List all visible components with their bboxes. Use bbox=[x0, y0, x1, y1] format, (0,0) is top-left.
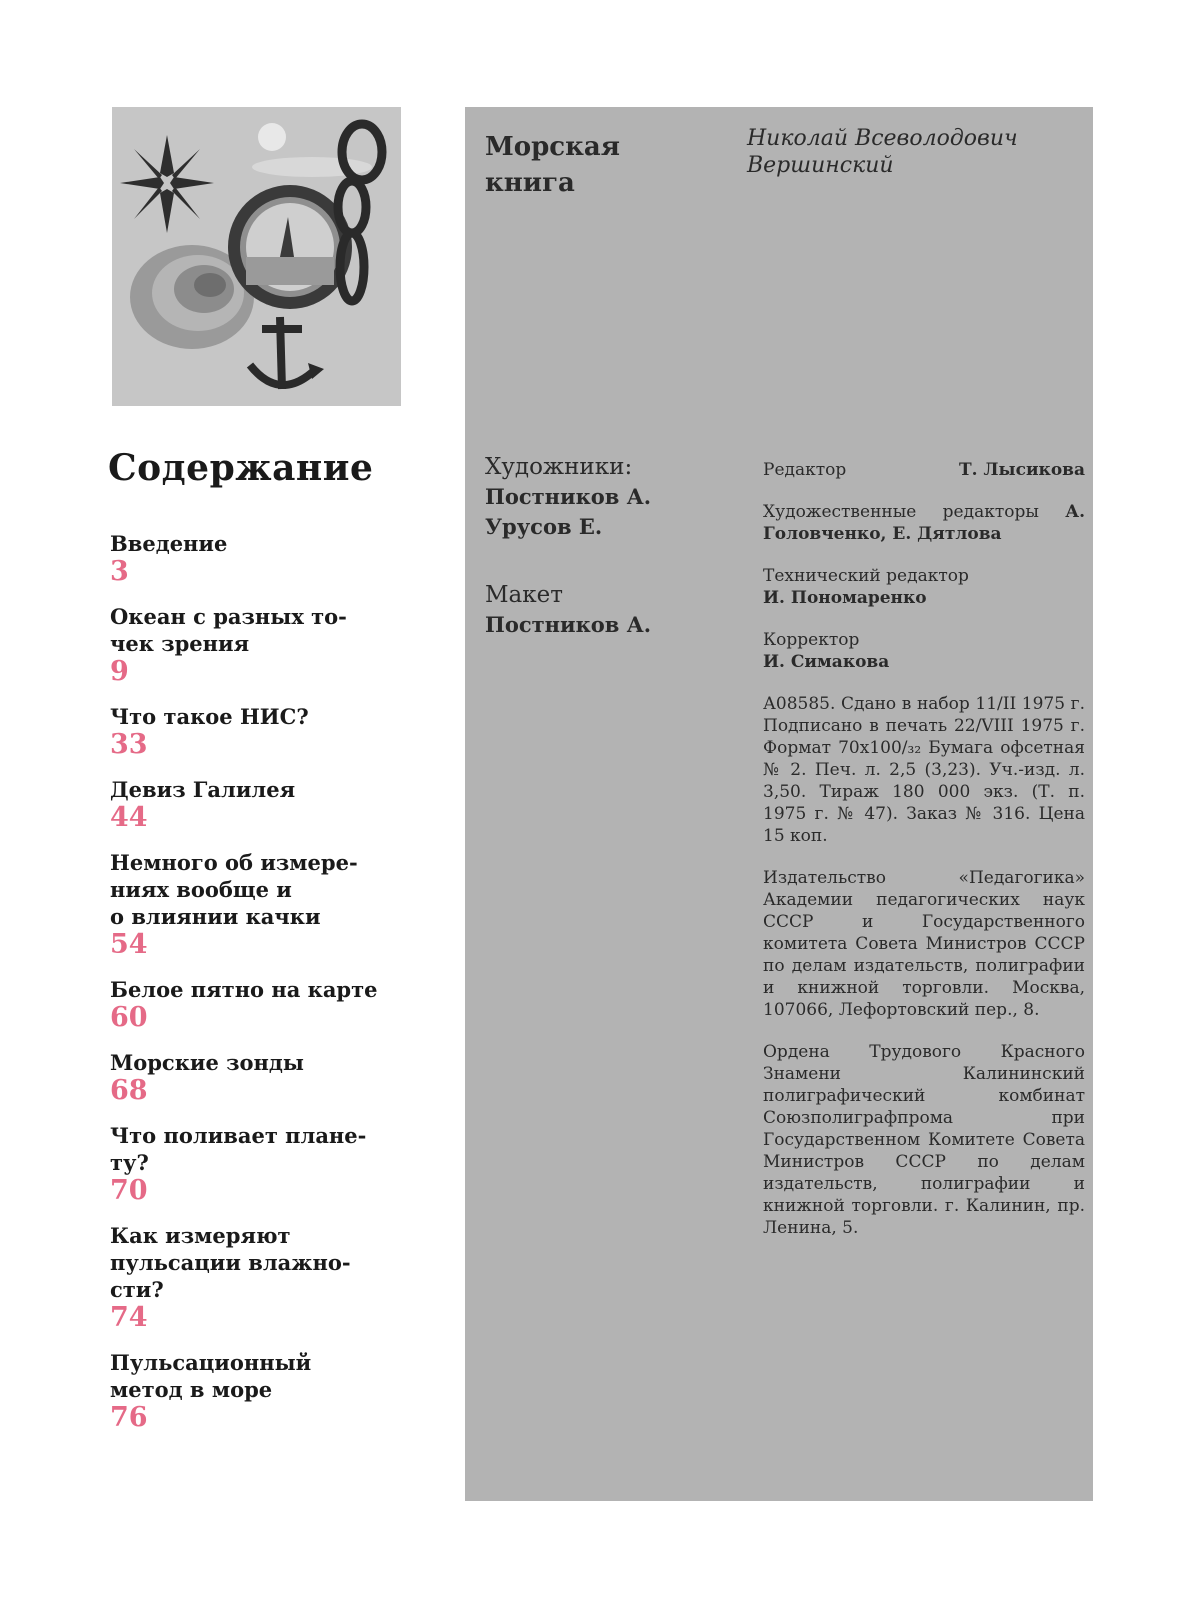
toc-entry-page-number: 54 bbox=[110, 929, 148, 960]
toc-entry-title: Введение bbox=[110, 531, 228, 556]
toc-entry bbox=[110, 1122, 430, 1206]
toc-entry-title: Морские зонды bbox=[110, 1050, 304, 1075]
printer-info: Ордена Трудового Красного Знамени Калининский полиграфический комбинат Союзполиграфпрома при Государственном Комитете Совета Министров СССР по делам издательств, полиграфии и книжной торговли. г. Калинин, пр. Ленина, 5. bbox=[763, 1042, 1085, 1238]
cover-illustration bbox=[112, 107, 401, 406]
artists-label: Художники: bbox=[485, 454, 633, 480]
toc-entry bbox=[110, 976, 430, 1033]
artists-names: Постников А. Урусов Е. bbox=[485, 484, 652, 539]
toc-entry-title: Пульсационный метод в море bbox=[110, 1350, 312, 1402]
toc-entry-title: Белое пятно на карте bbox=[110, 977, 378, 1002]
toc-entry-title: Океан с разных то- чек зрения bbox=[110, 604, 347, 656]
layout-label: Макет bbox=[485, 582, 563, 608]
toc-entry-title: Что такое НИС? bbox=[110, 704, 309, 729]
toc-entry-page-number: 70 bbox=[110, 1175, 148, 1206]
toc-entry-page-number: 33 bbox=[110, 729, 148, 760]
toc-entry bbox=[110, 530, 430, 587]
proofreader-label: Корректор bbox=[763, 630, 860, 650]
series-title: Морская книга bbox=[485, 132, 620, 198]
toc-entry-page-number: 3 bbox=[110, 556, 129, 587]
toc-entry bbox=[110, 1222, 430, 1333]
toc-entry-page-number: 9 bbox=[110, 656, 129, 687]
toc-entry-page-number: 76 bbox=[110, 1402, 148, 1433]
toc-entry bbox=[110, 1049, 430, 1106]
toc-entry-title: Что поливает плане- ту? bbox=[110, 1123, 367, 1175]
proofreader-name: И. Симакова bbox=[763, 652, 890, 672]
toc-entry-page-number: 44 bbox=[110, 802, 148, 833]
editor-label: Редактор bbox=[763, 460, 847, 480]
colophon-panel bbox=[465, 107, 1093, 1501]
tech-editor-label: Технический редактор bbox=[763, 566, 969, 586]
toc-entry bbox=[110, 1349, 430, 1433]
art-editors-label: Художественные редакторы bbox=[763, 502, 1039, 522]
nautical-emblem-image bbox=[112, 107, 401, 406]
editor-name: Т. Лысикова bbox=[959, 460, 1085, 480]
toc-entry-page-number: 68 bbox=[110, 1075, 148, 1106]
toc-entry bbox=[110, 703, 430, 760]
print-info: А08585. Сдано в набор 11/II 1975 г. Подписано в печать 22/VIII 1975 г. Формат 70х100/₃₂ Бумага офсетная № 2. Печ. л. 2,5 (3,23). Уч.-изд. л. 3,50. Тираж 180 000 экз. (Т. п. 1975 г. № 47). Заказ № 316. Цена 15 коп. bbox=[763, 694, 1085, 846]
porthole-icon bbox=[228, 185, 352, 309]
credits-right bbox=[763, 459, 1085, 1259]
credits-left bbox=[485, 452, 725, 640]
toc-entry bbox=[110, 776, 430, 833]
tech-editor-name: И. Пономаренко bbox=[763, 588, 927, 608]
author-name: Николай Всеволодович Вершинский bbox=[747, 126, 1018, 178]
toc-entry bbox=[110, 603, 430, 687]
publisher-info: Издательство «Педагогика» Академии педагогических наук СССР и Государственного комитета Совета Министров СССР по делам издательств, полиграфии и книжной торговли. Москва, 107066, Лефортовский пер., 8. bbox=[763, 868, 1085, 1020]
toc-heading: Содержание bbox=[108, 447, 374, 489]
toc-entry bbox=[110, 849, 430, 960]
toc-entry-title: Девиз Галилея bbox=[110, 777, 296, 802]
layout-name: Постников А. bbox=[485, 612, 652, 637]
toc-entry-title: Как измеряют пульсации влажно- сти? bbox=[110, 1223, 351, 1302]
art-editors-names: А. Головченко, Е. Дятлова bbox=[763, 502, 1085, 544]
toc-entry-page-number: 74 bbox=[110, 1302, 148, 1333]
toc-entry-title: Немного об измере- ниях вообще и о влиянии качки bbox=[110, 850, 358, 929]
toc-entry-page-number: 60 bbox=[110, 1002, 148, 1033]
table-of-contents bbox=[110, 530, 430, 1449]
